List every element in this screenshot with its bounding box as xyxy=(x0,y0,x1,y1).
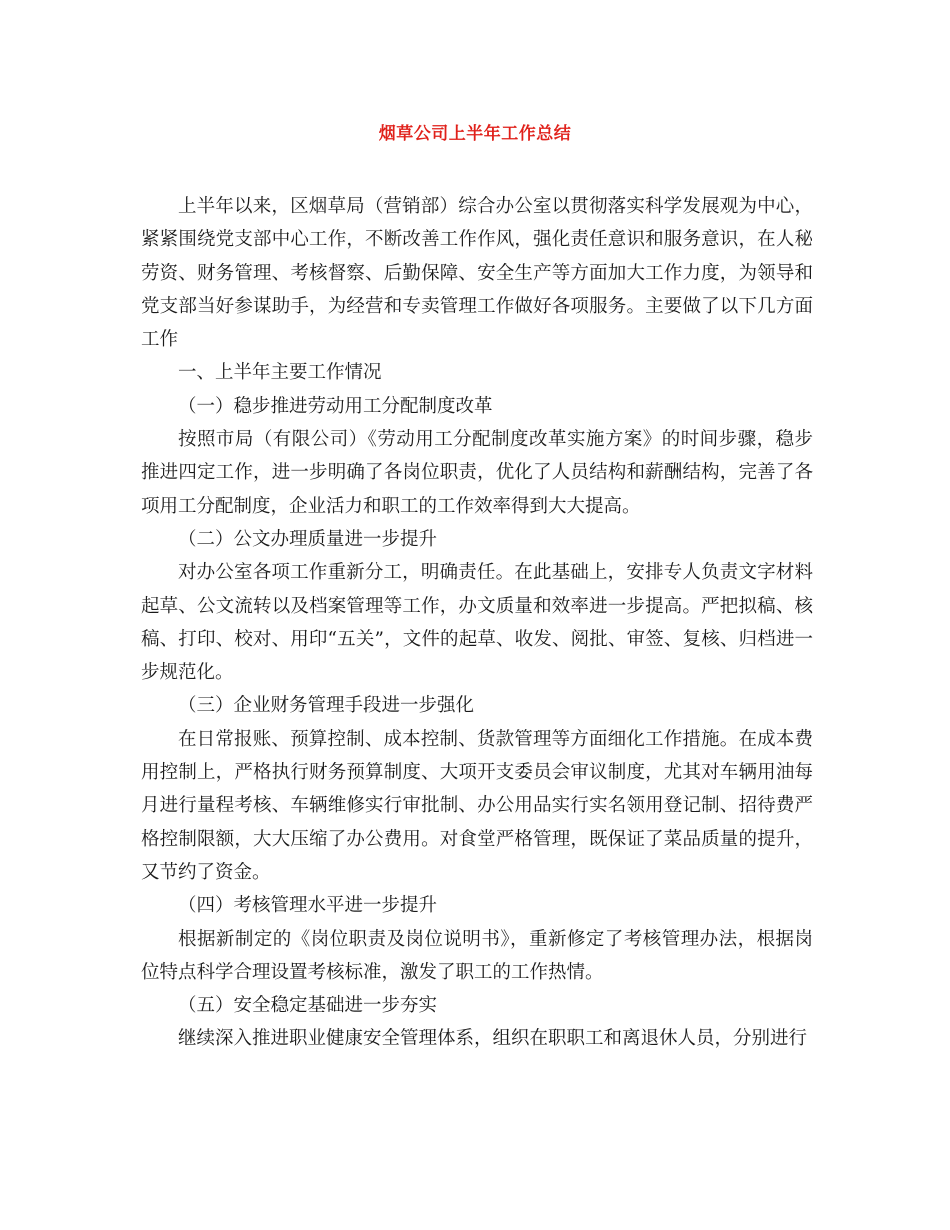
subsection-heading-4: （四）考核管理水平进一步提升 xyxy=(178,895,438,917)
document-title: 烟草公司上半年工作总结 xyxy=(378,124,572,144)
section-heading-1: 一、上半年主要工作情况 xyxy=(178,362,382,384)
paragraph-3: 在日常报账、预算控制、成本控制、货款管理等方面细化工作措施。在成本费用控制上，严格执行财务预算制度、大项开支委员会审议制度，尤其对车辆用油每月进行量程考核、车辆维修实行审批制、办公用品实行实名领用登记制、招待费严格控制限额，大大压缩了办公费用。对食堂严格管理，既保证了菜品质量的提升，又节约了资金。 xyxy=(141,728,813,883)
paragraph-2: 对办公室各项工作重新分工，明确责任。在此基础上，安排专人负责文字材料起草、公文流转以及档案管理等工作，办文质量和效率进一步提高。严把拟稿、核稿、打印、校对、用印“五关”，文件的起草、收发、阅批、审签、复核、归档进一步规范化。 xyxy=(141,562,813,684)
subsection-heading-1: （一）稳步推进劳动用工分配制度改革 xyxy=(178,395,493,417)
subsection-heading-3: （三）企业财务管理手段进一步强化 xyxy=(178,695,475,717)
paragraph-1: 按照市局（有限公司）《劳动用工分配制度改革实施方案》的时间步骤，稳步推进四定工作，进一步明确了各岗位职责，优化了人员结构和薪酬结构，完善了各项用工分配制度，企业活力和职工的工作效率得到大大提高。 xyxy=(141,429,813,517)
paragraph-intro: 上半年以来，区烟草局（营销部）综合办公室以贯彻落实科学发展观为中心，紧紧围绕党支部中心工作，不断改善工作作风，强化责任意识和服务意识，在人秘劳资、财务管理、考核督察、后勤保障、安全生产等方面加大工作力度，为领导和党支部当好参谋助手，为经营和专卖管理工作做好各项服务。主要做了以下几方面工作 xyxy=(141,196,813,351)
paragraph-4: 根据新制定的《岗位职责及岗位说明书》，重新修定了考核管理办法，根据岗位特点科学合理设置考核标准，激发了职工的工作热情。 xyxy=(141,928,813,983)
subsection-heading-5: （五）安全稳定基础进一步夯实 xyxy=(178,995,438,1017)
document-body xyxy=(141,190,813,1056)
subsection-heading-2: （二）公文办理质量进一步提升 xyxy=(178,528,438,550)
paragraph-5: 继续深入推进职业健康安全管理体系，组织在职职工和离退休人员，分别进行 xyxy=(178,1028,808,1050)
